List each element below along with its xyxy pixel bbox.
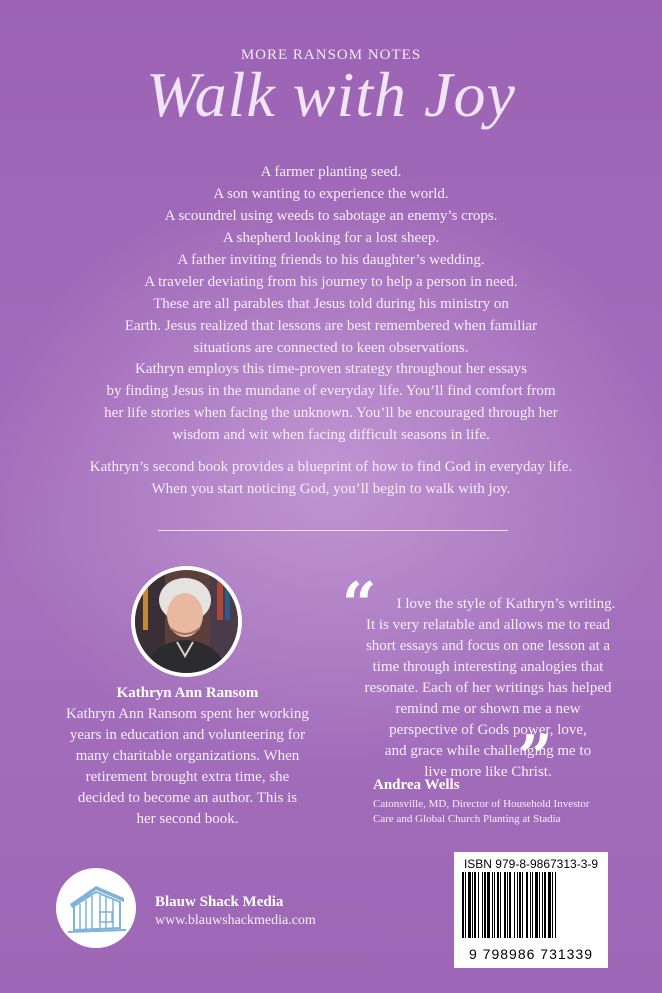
barcode-bar	[472, 872, 473, 938]
isbn-digits: 9 798986 731339	[469, 946, 593, 962]
paragraph-line: Kathryn employs this time-proven strategy throughout her essays	[134, 361, 527, 377]
barcode-bar	[487, 872, 490, 938]
description-paragraph-3	[60, 456, 602, 500]
barcode-bar	[465, 872, 466, 938]
intro-line: A scoundrel using weeds to sabotage an enemy’s crops.	[164, 208, 498, 224]
barcode-bar	[555, 872, 556, 938]
intro-line: A shepherd looking for a lost sheep.	[222, 230, 440, 246]
publisher-name: Blauw Shack Media	[155, 894, 284, 910]
paragraph-line: Kathryn’s second book provides a blueprint of how to find God in everyday life.	[89, 459, 573, 475]
barcode-bar	[519, 872, 521, 938]
intro-line: A son wanting to experience the world.	[213, 186, 449, 202]
barcode-bar	[532, 872, 533, 938]
barcode-bar	[548, 872, 551, 938]
barcode-bar	[530, 872, 531, 938]
quote-line: perspective of Gods power, love,	[389, 722, 587, 738]
testimonial-quote	[342, 594, 634, 783]
quote-line: I love the style of Kathryn’s writing.	[396, 596, 616, 612]
barcode-bar	[535, 872, 538, 938]
intro-line: A traveler deviating from his journey to help a person in need.	[144, 274, 518, 290]
description-paragraph-1	[60, 293, 602, 359]
barcode-bar	[474, 872, 476, 938]
publisher-logo	[56, 868, 136, 948]
barcode-bar	[484, 872, 486, 938]
bio-line: retirement brought extra time, she	[85, 769, 290, 785]
barcode-bar	[552, 872, 553, 938]
isbn-label: ISBN 979-8-9867313-3-9	[463, 857, 599, 871]
series-title: MORE RANSOM NOTES	[240, 47, 422, 63]
bio-line: years in education and volunteering for	[69, 727, 306, 743]
bio-line: decided to become an author. This is	[77, 790, 298, 806]
quote-line: short essays and focus on one lesson at a	[365, 638, 611, 654]
close-quote-icon: ”	[518, 723, 553, 793]
author-bio	[55, 704, 320, 830]
barcode-bar	[514, 872, 515, 938]
open-quote-icon: “	[342, 570, 377, 640]
bio-line: many charitable organizations. When	[75, 748, 300, 764]
bio-line: her second book.	[136, 811, 239, 827]
intro-line: A farmer planting seed.	[260, 164, 402, 180]
barcode-bar	[542, 872, 543, 938]
barcode-bar	[507, 872, 508, 938]
description-paragraph-2	[60, 358, 602, 446]
barcode-bar	[497, 872, 499, 938]
barcode-bar	[517, 872, 518, 938]
quote-line: resonate. Each of her writings has helped	[364, 680, 612, 696]
quote-line: It is very relatable and allows me to read	[365, 617, 611, 633]
intro-line: A father inviting friends to his daughter’s wedding.	[177, 252, 485, 268]
paragraph-line: These are all parables that Jesus told during his ministry on	[153, 296, 509, 312]
reviewer-title-line: Care and Global Church Planting at Stadia	[373, 813, 561, 825]
quote-line: and grace while challenging me to	[384, 743, 592, 759]
barcode-bar	[509, 872, 511, 938]
barcode-bar	[462, 872, 464, 938]
barcode-bar	[522, 872, 523, 938]
book-title: Walk with Joy	[146, 59, 516, 130]
reviewer-name: Andrea Wells	[373, 777, 460, 793]
barcode-bar	[468, 872, 471, 938]
paragraph-line: situations are connected to keen observations.	[193, 340, 469, 356]
barcode-bar	[478, 872, 479, 938]
bio-line: Kathryn Ann Ransom spent her working	[66, 706, 309, 722]
barcode-bar	[492, 872, 493, 938]
barcode-bar	[494, 872, 495, 938]
paragraph-line: Earth. Jesus realized that lessons are best remembered when familiar	[124, 318, 538, 334]
shack-icon	[56, 868, 136, 948]
barcode-bar	[526, 872, 528, 938]
paragraph-line: wisdom and wit when facing difficult seasons in life.	[172, 427, 490, 443]
intro-list	[60, 161, 602, 293]
paragraph-line: by finding Jesus in the mundane of everyday life. You’ll find comfort from	[106, 383, 556, 399]
barcode-bar	[539, 872, 540, 938]
barcode	[458, 872, 604, 944]
quote-line: remind me or shown me a new	[395, 701, 581, 717]
section-divider	[158, 530, 508, 531]
reviewer-title	[373, 797, 643, 827]
quote-line: live more like Christ.	[424, 764, 552, 780]
paragraph-line: When you start noticing God, you’ll begin to walk with joy.	[151, 481, 511, 497]
publisher-url[interactable]: www.blauwshackmedia.com	[155, 913, 316, 928]
author-photo	[135, 570, 238, 673]
reviewer-title-line: Catonsville, MD, Director of Household Investor	[373, 798, 590, 810]
author-name: Kathryn Ann Ransom	[116, 685, 259, 701]
quote-line: time through interesting analogies that	[372, 659, 604, 675]
barcode-bar	[504, 872, 506, 938]
barcode-bar	[544, 872, 546, 938]
barcode-bar	[500, 872, 501, 938]
barcode-bar	[482, 872, 483, 938]
paragraph-line: her life stories when facing the unknown. You’ll be encouraged through her	[104, 405, 558, 421]
